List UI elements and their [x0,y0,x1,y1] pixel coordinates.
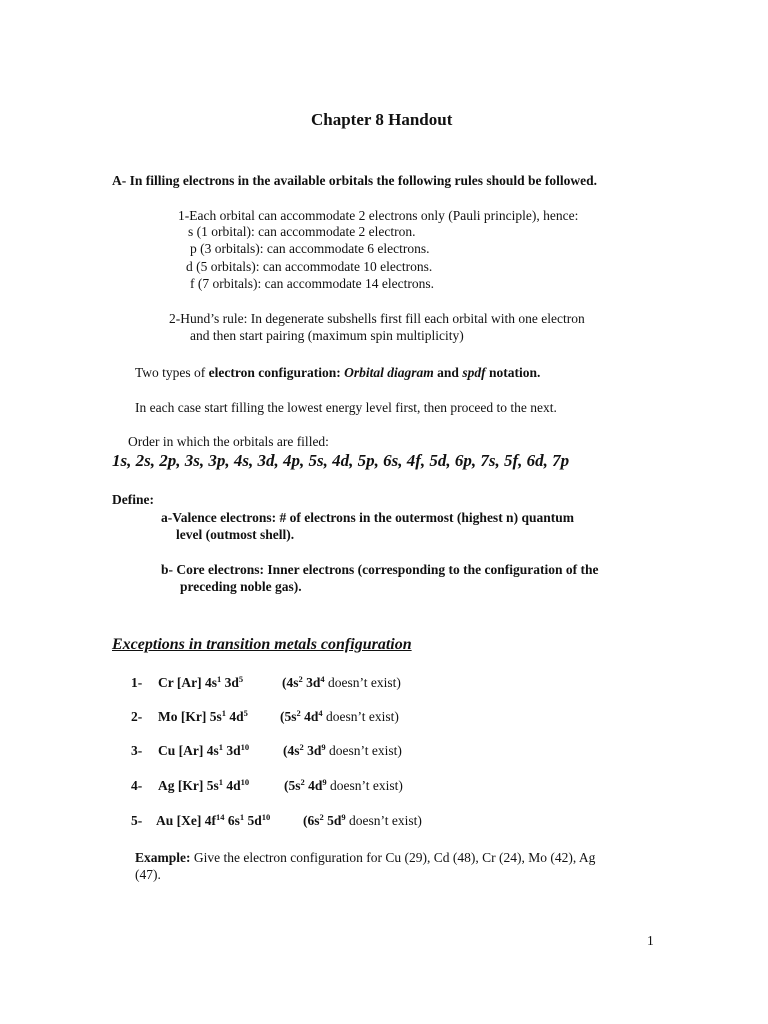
expected-configuration [282,675,401,691]
expected-orbitals: $6s^2$ $5d^9$ [307,812,346,828]
element-symbol: Mo [158,709,178,724]
expected-orbitals: $4s^2$ $3d^9$ [287,742,326,758]
valence-definition-line1: a-Valence electrons: # of electrons in the outermost (highest n) quantum [161,510,574,525]
exception-number: 4- [131,778,143,793]
superscript: 1 [221,708,226,718]
exception-number: 2- [131,709,143,724]
superscript: 1 [218,742,224,752]
superscript: 9 [321,742,326,752]
example-label: Example: [135,850,191,865]
paren: ( [280,709,285,724]
noble-gas-core: [Kr] [177,778,204,793]
superscript: 2 [319,812,324,822]
hund-rule-line1: 2-Hund’s rule: In degenerate subshells first fill each orbital with one electron [169,311,585,326]
element-symbol: Ag [158,778,175,793]
actual-configuration: $4f^{14}$ $6s^1$ $5d^{10}$ [204,812,271,828]
core-definition-line2: preceding noble gas). [180,579,302,594]
element-symbol: Au [156,813,174,828]
orbital-f-line: f (7 orbitals): can accommodate 14 electrons. [190,276,435,291]
noble-gas-core: [Xe] [176,813,202,828]
does-not-exist-note: doesn’t exist) [328,675,401,690]
config-types-line [135,365,540,381]
expected-configuration [303,813,422,829]
noble-gas-core: [Kr] [180,709,207,724]
page-number: 1 [647,933,654,948]
orbital-d-line: d (5 orbitals): can accommodate 10 electrons. [186,259,433,274]
exception-number: 5- [131,813,143,828]
section-a-heading: A- In filling electrons in the available orbitals the following rules should be followed. [112,173,598,188]
orbital-s-line: s (1 orbital): can accommodate 2 electron. [188,224,416,239]
exception-configuration [158,778,249,794]
exception-configuration [158,709,248,725]
example-text: Give the electron configuration for Cu (29), Cd (48), Cr (24), Mo (42), Ag [190,850,596,865]
element-symbol: Cu [158,743,176,758]
does-not-exist-note: doesn’t exist) [326,709,399,724]
superscript: 1 [239,812,245,822]
expected-configuration [280,709,399,725]
expected-orbitals: $5s^2$ $4d^4$ [284,708,323,724]
exception-configuration [158,743,249,759]
element-symbol: Cr [158,675,174,690]
exception-configuration [156,813,270,829]
superscript: 2 [300,777,305,787]
superscript: 2 [298,674,303,684]
order-intro: Order in which the orbitals are filled: [128,434,329,449]
pauli-rule-intro: 1-Each orbital can accommodate 2 electrons only (Pauli principle), hence: [178,208,579,223]
orbital-order-sequence: 1s, 2s, 2p, 3s, 3p, 4s, 3d, 4p, 5s, 4d, 5p, 6s, 4f, 5d, 6p, 7s, 5f, 6d, 7p [112,451,570,470]
config-types-and: and [433,365,463,380]
superscript: 2 [296,708,301,718]
paren: ( [282,675,287,690]
superscript: 10 [240,742,250,752]
orbital-p-line: p (3 orbitals): can accommodate 6 electrons. [190,241,430,256]
actual-configuration: $5s^1$ $4d^5$ [209,708,248,724]
expected-configuration [283,743,402,759]
config-types-prefix: Two types of [135,365,209,380]
exceptions-heading: Exceptions in transition metals configuration [112,636,412,653]
paren: ( [303,813,308,828]
exception-configuration [158,675,243,691]
config-types-bold1: electron configuration: [208,365,345,380]
superscript: 1 [217,674,222,684]
hund-rule-line2: and then start pairing (maximum spin multiplicity) [190,328,464,343]
superscript: 5 [243,708,248,718]
superscript: 4 [318,708,323,718]
example-line1 [135,850,595,866]
core-definition-line1: b- Core electrons: Inner electrons (corresponding to the configuration of the [161,562,599,577]
paren: ( [284,778,289,793]
paren: ( [283,743,288,758]
superscript: 2 [299,742,304,752]
exception-number: 3- [131,743,143,758]
superscript: 5 [238,674,244,684]
expected-configuration [284,778,403,794]
example-line2: (47). [135,867,161,882]
spdf-term: spdf [462,365,486,380]
does-not-exist-note: doesn’t exist) [349,813,422,828]
superscript: 10 [240,777,250,787]
page-title: Chapter 8 Handout [311,110,453,129]
orbital-diagram-term: Orbital diagram [344,365,434,380]
actual-configuration: $4s^1$ $3d^5$ [204,674,244,690]
does-not-exist-note: doesn’t exist) [329,743,402,758]
exception-number: 1- [131,675,143,690]
valence-definition-line2: level (outmost shell). [176,527,295,542]
superscript: 1 [218,777,223,787]
config-types-suffix: notation. [485,365,541,380]
actual-configuration: $5s^1$ $4d^{10}$ [206,777,250,793]
superscript: 10 [261,812,271,822]
superscript: 14 [216,812,225,822]
superscript: 4 [320,674,325,684]
actual-configuration: $4s^1$ $3d^{10}$ [206,742,250,758]
superscript: 9 [322,777,327,787]
superscript: 9 [341,812,346,822]
define-heading: Define: [112,492,154,507]
each-case-line: In each case start filling the lowest energy level first, then proceed to the next. [135,400,557,415]
noble-gas-core: [Ar] [178,743,204,758]
noble-gas-core: [Ar] [176,675,202,690]
does-not-exist-note: doesn’t exist) [330,778,403,793]
expected-orbitals: $5s^2$ $4d^9$ [288,777,327,793]
expected-orbitals: $4s^2$ $3d^4$ [286,674,325,690]
